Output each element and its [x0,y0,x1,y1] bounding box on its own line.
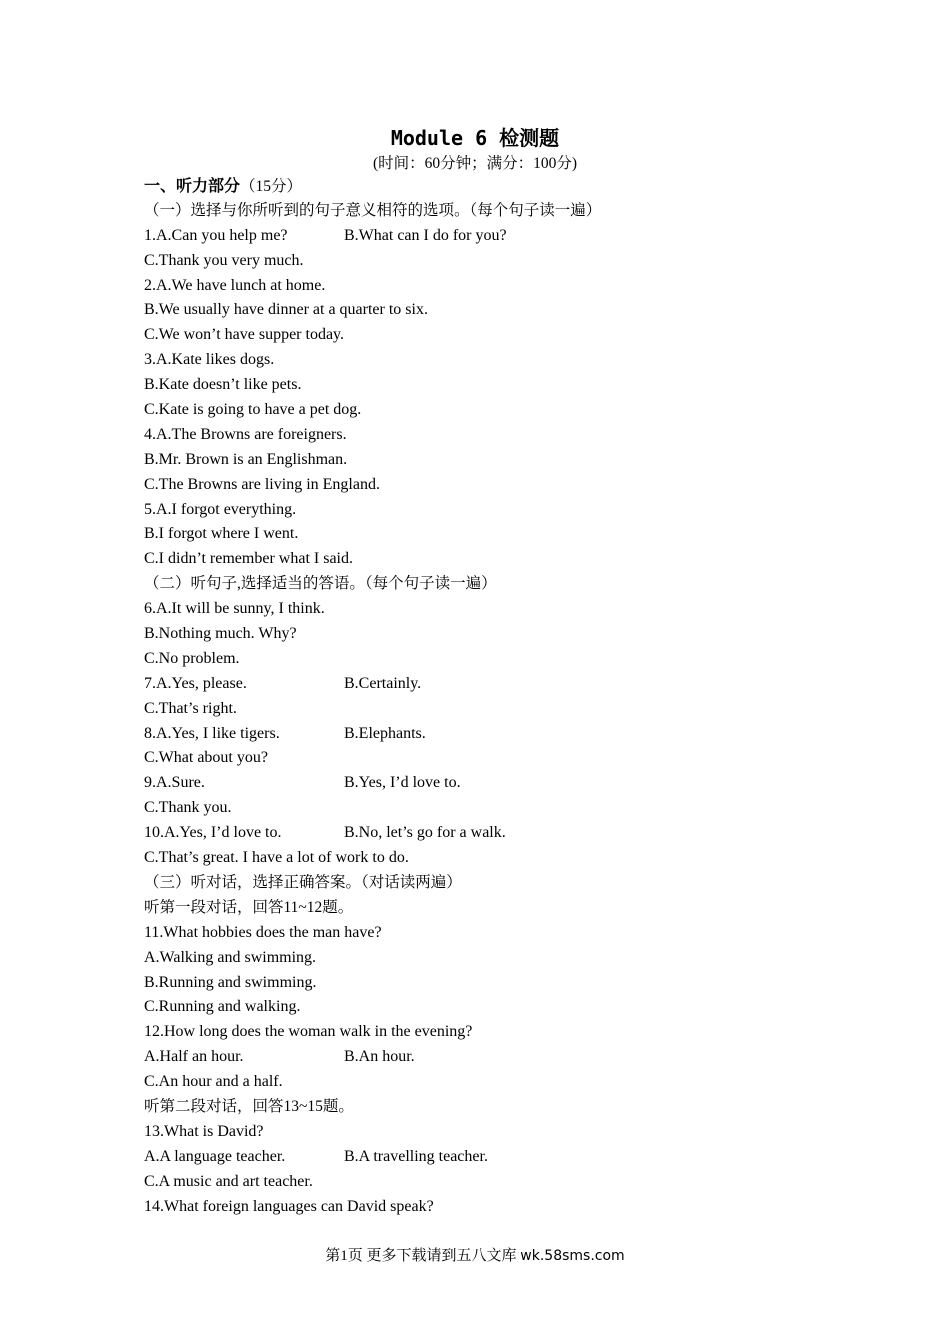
question-line [144,572,824,597]
line-text: B.Kate doesn’t like pets. [144,376,302,394]
line-text: C.Kate is going to have a pet dog. [144,401,362,419]
section-heading [144,174,824,199]
question-line [144,373,824,398]
question-line [144,746,824,771]
question-line [144,597,824,622]
line-text: C.That’s right. [144,699,237,717]
question-line [144,199,824,224]
question-line [144,1145,824,1170]
question-line [144,971,824,996]
line-text: 10.A.Yes, I’d love to. [144,824,282,842]
question-line [144,323,824,348]
line-text: （三）听对话，选择正确答案。（对话读两遍） [144,873,462,891]
line-text: 9.A.Sure. [144,774,205,792]
line-text: 2.A.We have lunch at home. [144,276,326,294]
line-text: C.I didn’t remember what I said. [144,550,353,568]
section-title: 一、听力部分 [144,176,241,195]
line-text: 6.A.It will be sunny, I think. [144,600,325,618]
line-text: 听第二段对话，回答13~15题。 [144,1097,354,1115]
line-text: 8.A.Yes, I like tigers. [144,724,280,742]
line-text: B.We usually have dinner at a quarter to six. [144,301,428,319]
page-subtitle: (时间：60分钟；满分：100分) [372,155,578,172]
question-list [144,199,824,1220]
question-line [144,298,824,323]
line-text: B.Mr. Brown is an Englishman. [144,450,348,468]
question-line [144,1095,824,1120]
line-text: B.Nothing much. Why? [144,625,297,643]
question-line [144,1070,824,1095]
document-body [144,174,824,1219]
section-score: （15分） [240,178,303,195]
line-text: 13.What is David? [144,1122,264,1140]
question-line [144,647,824,672]
line-option-b: B.What can I do for you? [344,226,507,244]
line-text: C.We won’t have supper today. [144,326,344,344]
question-line [144,995,824,1020]
line-text: C.A music and art teacher. [144,1172,313,1190]
line-text: A.A language teacher. [144,1147,286,1165]
question-line [144,498,824,523]
line-text: C.That’s great. I have a lot of work to do. [144,849,409,867]
question-line [144,846,824,871]
question-line [144,348,824,373]
question-line [144,796,824,821]
question-line [144,448,824,473]
question-line [144,274,824,299]
line-option-b: B.A travelling teacher. [344,1147,488,1165]
line-text: C.The Browns are living in England. [144,475,380,493]
question-line [144,224,824,249]
question-line [144,921,824,946]
question-line [144,1045,824,1070]
question-line [144,1170,824,1195]
line-text: B.I forgot where I went. [144,525,299,543]
line-option-b: B.An hour. [344,1048,415,1066]
line-text: C.What about you? [144,749,268,767]
line-text: A.Walking and swimming. [144,948,317,966]
question-line [144,1020,824,1045]
question-line [144,249,824,274]
page-title: Module 6 检测题 [390,126,560,150]
line-option-b: B.Yes, I’d love to. [344,774,461,792]
line-text: C.Thank you very much. [144,251,304,269]
line-text: C.No problem. [144,649,240,667]
line-text: 11.What hobbies does the man have? [144,923,382,941]
line-text: C.Thank you. [144,799,232,817]
line-text: （一）选择与你所听到的句子意义相符的选项。（每个句子读一遍） [144,201,602,219]
question-line [144,423,824,448]
question-line [144,473,824,498]
question-line [144,547,824,572]
question-line [144,722,824,747]
question-line [144,672,824,697]
line-option-b: B.No, let’s go for a walk. [344,824,506,842]
question-line [144,398,824,423]
line-text: C.Running and walking. [144,998,301,1016]
question-line [144,771,824,796]
line-text: 听第一段对话，回答11~12题。 [144,898,354,916]
question-line [144,1195,824,1220]
question-line [144,522,824,547]
line-text: （二）听句子,选择适当的答语。（每个句子读一遍） [144,575,497,593]
footer-site: wk.58sms.com [520,1248,625,1264]
line-option-b: B.Certainly. [344,674,422,692]
footer-text: 第1页 更多下载请到五八文库 [325,1248,517,1264]
question-line [144,697,824,722]
question-line [144,622,824,647]
line-option-b: B.Elephants. [344,724,426,742]
line-text: 5.A.I forgot everything. [144,500,297,518]
line-text: 14.What foreign languages can David speak? [144,1197,434,1215]
line-text: C.An hour and a half. [144,1073,283,1091]
line-text: A.Half an hour. [144,1048,244,1066]
line-text: 3.A.Kate likes dogs. [144,351,275,369]
question-line [144,871,824,896]
line-text: B.Running and swimming. [144,973,317,991]
question-line [144,821,824,846]
line-text: 4.A.The Browns are foreigners. [144,425,347,443]
line-text: 1.A.Can you help me? [144,226,288,244]
question-line [144,896,824,921]
question-line [144,946,824,971]
page-footer [0,1244,950,1265]
question-line [144,1120,824,1145]
line-text: 12.How long does the woman walk in the evening? [144,1023,473,1041]
line-text: 7.A.Yes, please. [144,674,247,692]
